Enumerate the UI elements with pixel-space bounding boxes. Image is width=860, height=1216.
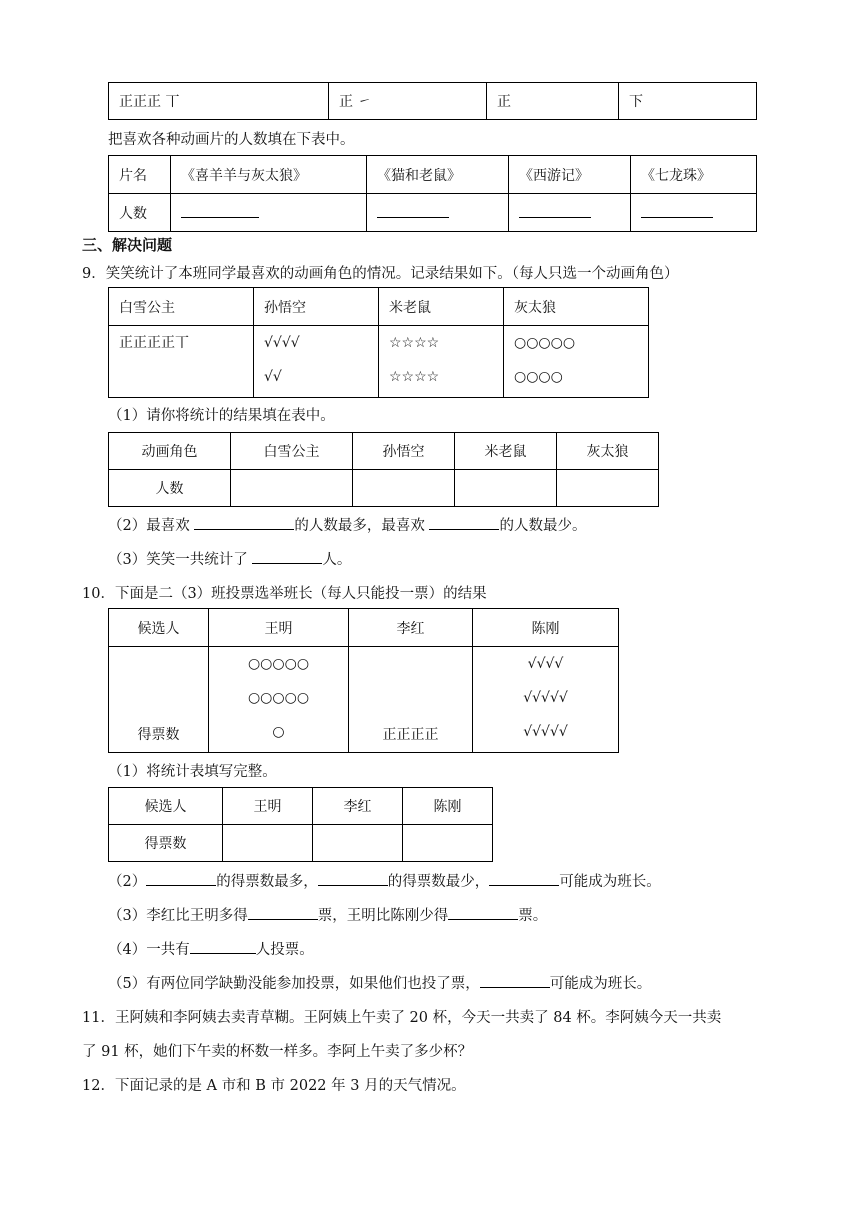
- q10-fill-header: 陈刚: [403, 788, 493, 825]
- q10-p2-blank[interactable]: [489, 871, 559, 886]
- q10-part2: [108, 870, 661, 891]
- q10-record-table: [108, 608, 619, 753]
- q11-line1: 11．王阿姨和李阿姨去卖青草糊。王阿姨上午卖了 20 杯，今天一共卖了 84 杯。李阿姨今天一共卖: [82, 1010, 722, 1026]
- q10-p2-text: 的得票数最少，: [387, 874, 490, 890]
- q9-p2-blank[interactable]: [429, 515, 499, 530]
- q9-p3-blank[interactable]: [252, 549, 322, 564]
- q8-answer-blank[interactable]: [509, 194, 631, 232]
- q10-p5-blank[interactable]: [480, 973, 550, 988]
- tally-cell: 正 ㇀: [329, 83, 487, 120]
- q9-fill-cell[interactable]: [557, 470, 659, 507]
- q9-record: ☆☆☆☆: [389, 369, 440, 385]
- q10-p2-blank[interactable]: [146, 871, 216, 886]
- q9-header: 孙悟空: [254, 288, 379, 326]
- q10-li-tally: 正正正正: [349, 647, 473, 753]
- q10-p2-text: 可能成为班长。: [559, 874, 661, 890]
- q9-fill-cell[interactable]: [231, 470, 353, 507]
- q10-wang-tally: ○○○○○: [247, 656, 310, 672]
- q9-record: ☆☆☆☆: [389, 335, 440, 351]
- q9-record: ○○○○○: [514, 335, 576, 351]
- q8-instruction: 把喜欢各种动画片的人数填在下表中。: [108, 132, 355, 148]
- q10-part5: [108, 972, 651, 993]
- q9-fill-header: 白雪公主: [231, 433, 353, 470]
- q10-p3-text: 票。: [518, 908, 548, 924]
- q10-p3-text: 票，王明比陈刚少得: [317, 908, 449, 924]
- q8-title: 《西游记》: [509, 156, 631, 194]
- q9-fill-cell[interactable]: [353, 470, 455, 507]
- q8-table: [108, 155, 757, 232]
- q10-fill-table: [108, 787, 493, 862]
- q10-p4-text: 人投票。: [255, 942, 314, 958]
- q9-p2-text: 的人数最少。: [499, 518, 587, 534]
- q10-p3-blank[interactable]: [248, 905, 318, 920]
- q9-part3: [108, 548, 351, 569]
- q10-chen-tally: √√√√√: [523, 690, 568, 706]
- q9-fill-row-label: 人数: [109, 470, 231, 507]
- q9-p2-blank[interactable]: [194, 515, 294, 530]
- q9-part1: （1）请你将统计的结果填在表中。: [108, 408, 335, 424]
- q10-p2-text: （2）: [108, 874, 147, 890]
- q10-part1: （1）将统计表填写完整。: [108, 764, 277, 780]
- q10-part4: [108, 938, 314, 959]
- q10-fill-cell[interactable]: [313, 825, 403, 862]
- q10-fill-row-label: 得票数: [109, 825, 223, 862]
- q8-row2-label: 人数: [109, 194, 171, 232]
- q9-fill-header: 动画角色: [109, 433, 231, 470]
- q10-fill-header: 李红: [313, 788, 403, 825]
- q9-fill-header: 灰太狼: [557, 433, 659, 470]
- q9-stem: 9．笑笑统计了本班同学最喜欢的动画角色的情况。记录结果如下。（每人只选一个动画角色）: [82, 266, 679, 282]
- q10-p4-blank[interactable]: [190, 939, 256, 954]
- q10-chen-tally: √√√√√: [523, 724, 568, 740]
- q9-header: 米老鼠: [379, 288, 504, 326]
- q10-fill-cell[interactable]: [223, 825, 313, 862]
- q9-fill-table: [108, 432, 659, 507]
- q10-fill-header: 候选人: [109, 788, 223, 825]
- q9-p2-text: 的人数最多，最喜欢: [294, 518, 430, 534]
- q10-fill-cell[interactable]: [403, 825, 493, 862]
- tally-cell: 正: [487, 83, 619, 120]
- q9-record: 正正正正丅: [119, 335, 189, 351]
- q10-p2-text: 的得票数最多，: [216, 874, 318, 890]
- q8-answer-blank[interactable]: [631, 194, 757, 232]
- tally-cell: 下: [619, 83, 757, 120]
- q9-record: ○○○○: [514, 369, 563, 385]
- q10-header: 李红: [349, 609, 473, 647]
- q9-p3-text: 人。: [322, 552, 352, 568]
- q9-p2-text: （2）最喜欢: [108, 518, 195, 534]
- q10-fill-header: 王明: [223, 788, 313, 825]
- q10-p3-text: （3）李红比王明多得: [108, 908, 248, 924]
- q10-p5-text: （5）有两位同学缺勤没能参加投票，如果他们也投了票，: [108, 976, 480, 992]
- q10-stem: 10．下面是二（3）班投票选举班长（每人只能投一票）的结果: [82, 586, 487, 602]
- q8-row1-label: 片名: [109, 156, 171, 194]
- q10-p2-blank[interactable]: [318, 871, 388, 886]
- section-heading: 三、解决问题: [82, 236, 173, 254]
- q9-fill-cell[interactable]: [455, 470, 557, 507]
- q10-header: 候选人: [109, 609, 209, 647]
- q8-answer-blank[interactable]: [171, 194, 367, 232]
- q10-wang-tally: ○: [272, 724, 285, 740]
- tally-table-top: [108, 82, 757, 120]
- q8-answer-blank[interactable]: [367, 194, 509, 232]
- q9-fill-header: 米老鼠: [455, 433, 557, 470]
- q9-record-table: [108, 287, 649, 398]
- q10-p3-blank[interactable]: [448, 905, 518, 920]
- q9-record: √√: [264, 369, 282, 385]
- q10-wang-tally: ○○○○○: [247, 690, 310, 706]
- q10-part3: [108, 904, 547, 925]
- q12-stem: 12．下面记录的是 A 市和 B 市 2022 年 3 月的天气情况。: [82, 1078, 466, 1094]
- q8-title: 《猫和老鼠》: [367, 156, 509, 194]
- q10-chen-tally: √√√√: [527, 656, 564, 672]
- q9-fill-header: 孙悟空: [353, 433, 455, 470]
- q8-title: 《七龙珠》: [631, 156, 757, 194]
- q10-header: 王明: [209, 609, 349, 647]
- q9-part2: [108, 514, 586, 535]
- tally-cell: 正正正 丅: [109, 83, 329, 120]
- q9-header: 灰太狼: [504, 288, 649, 326]
- q8-title: 《喜羊羊与灰太狼》: [171, 156, 367, 194]
- q11-line2: 了 91 杯，她们下午卖的杯数一样多。李阿上午卖了多少杯？: [82, 1044, 473, 1060]
- q10-row-label: 得票数: [109, 647, 209, 753]
- q10-header: 陈刚: [473, 609, 619, 647]
- q9-record: √√√√: [264, 335, 300, 351]
- q10-p5-text: 可能成为班长。: [549, 976, 652, 992]
- q9-header: 白雪公主: [109, 288, 254, 326]
- q10-p4-text: （4）一共有: [108, 942, 190, 958]
- q9-p3-text: （3）笑笑一共统计了: [108, 552, 253, 568]
